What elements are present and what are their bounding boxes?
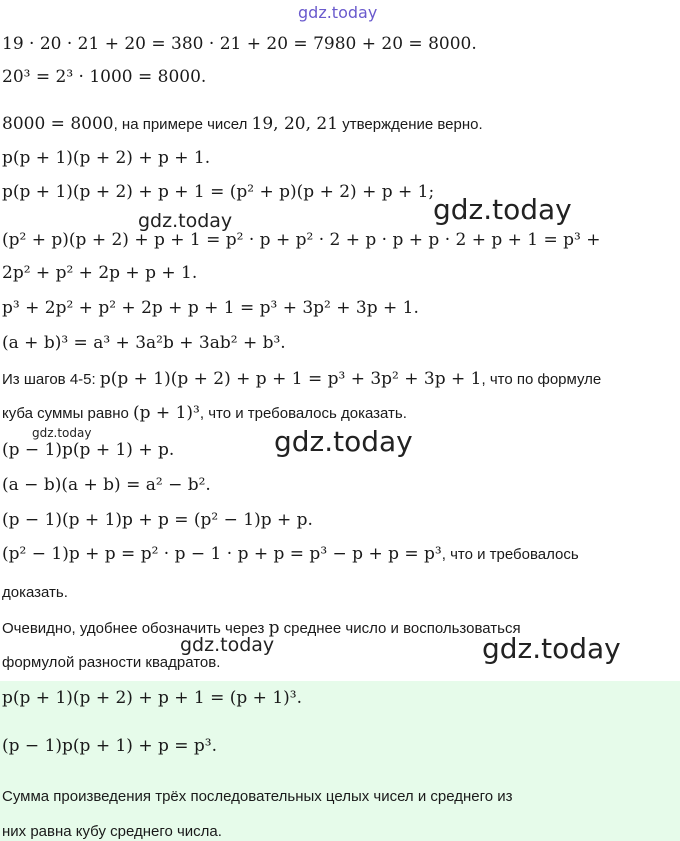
watermark-f: gdz.today <box>482 632 621 665</box>
cube-sum-math: (p + 1)³ <box>133 403 200 423</box>
note-text-2: среднее число и воспользоваться <box>279 620 521 637</box>
steps-text: Из шагов 4-5: <box>2 371 100 388</box>
note-math: p <box>268 618 280 638</box>
part2-expr-line: (p − 1)p(p + 1) + p. <box>2 440 175 460</box>
expand-line-1: p(p + 1)(p + 2) + p + 1 = (p² + p)(p + 2) + p + 1; <box>2 182 435 202</box>
watermark-b: gdz.today <box>433 193 572 226</box>
part2-result-math: (p² − 1)p + p = p² · p − 1 · p + p = p³ − p + p = p³ <box>2 544 442 564</box>
check-line <box>2 116 483 133</box>
check-math-2: 19, 20, 21 <box>251 114 339 134</box>
check-text: , на примере чисел <box>113 116 252 133</box>
steps-math: p(p + 1)(p + 2) + p + 1 = p³ + 3p² + 3p + 1 <box>99 369 482 389</box>
conclusion-formula-1: p(p + 1)(p + 2) + p + 1 = (p + 1)³. <box>2 688 302 708</box>
part2-step-line: (p − 1)(p + 1)p + p = (p² − 1)p + p. <box>2 510 313 530</box>
watermark-top: gdz.today <box>298 3 378 22</box>
cube-sum-text: куба суммы равно <box>2 405 134 422</box>
proved-text: доказать. <box>2 584 68 601</box>
cube-formula-line: (a + b)³ = a³ + 3a²b + 3ab² + b³. <box>2 333 286 353</box>
cube-sum-line <box>2 405 407 422</box>
steps-text-2: , что по формуле <box>481 371 602 388</box>
check-math: 8000 = 8000 <box>2 114 114 134</box>
diff-squares-line: (a − b)(a + b) = a² − b². <box>2 475 211 495</box>
expr-line: p(p + 1)(p + 2) + p + 1. <box>2 148 211 168</box>
conclusion-formula-2: (p − 1)p(p + 1) + p = p³. <box>2 736 217 756</box>
watermark-c: gdz.today <box>32 426 92 440</box>
watermark-e: gdz.today <box>180 634 275 656</box>
check-text-2: утверждение верно. <box>338 116 483 133</box>
part2-result-line <box>2 546 579 563</box>
watermark-d: gdz.today <box>274 425 413 458</box>
note-text: Очевидно, удобнее обозначить через <box>2 620 269 637</box>
watermark-a: gdz.today <box>138 210 233 232</box>
calc-line-1: 19 · 20 · 21 + 20 = 380 · 21 + 20 = 7980 + 20 = 8000. <box>2 34 477 54</box>
expand-line-4: p³ + 2p² + p² + 2p + p + 1 = p³ + 3p² + 3p + 1. <box>2 298 419 318</box>
conclusion-text-2: них равна кубу среднего числа. <box>2 823 222 840</box>
expand-line-2: (p² + p)(p + 2) + p + 1 = p² · p + p² · 2 + p · p + p · 2 + p + 1 = p³ + <box>2 230 601 250</box>
part2-result-text: , что и требовалось <box>441 546 579 563</box>
expand-line-3: 2p² + p² + 2p + p + 1. <box>2 263 198 283</box>
conclusion-text-1: Сумма произведения трёх последовательных целых чисел и среднего из <box>2 788 513 805</box>
calc-line-2: 20³ = 2³ · 1000 = 8000. <box>2 67 207 87</box>
cube-sum-text-2: , что и требовалось доказать. <box>199 405 407 422</box>
note-line-2: формулой разности квадратов. <box>2 654 221 671</box>
steps-line <box>2 371 601 388</box>
